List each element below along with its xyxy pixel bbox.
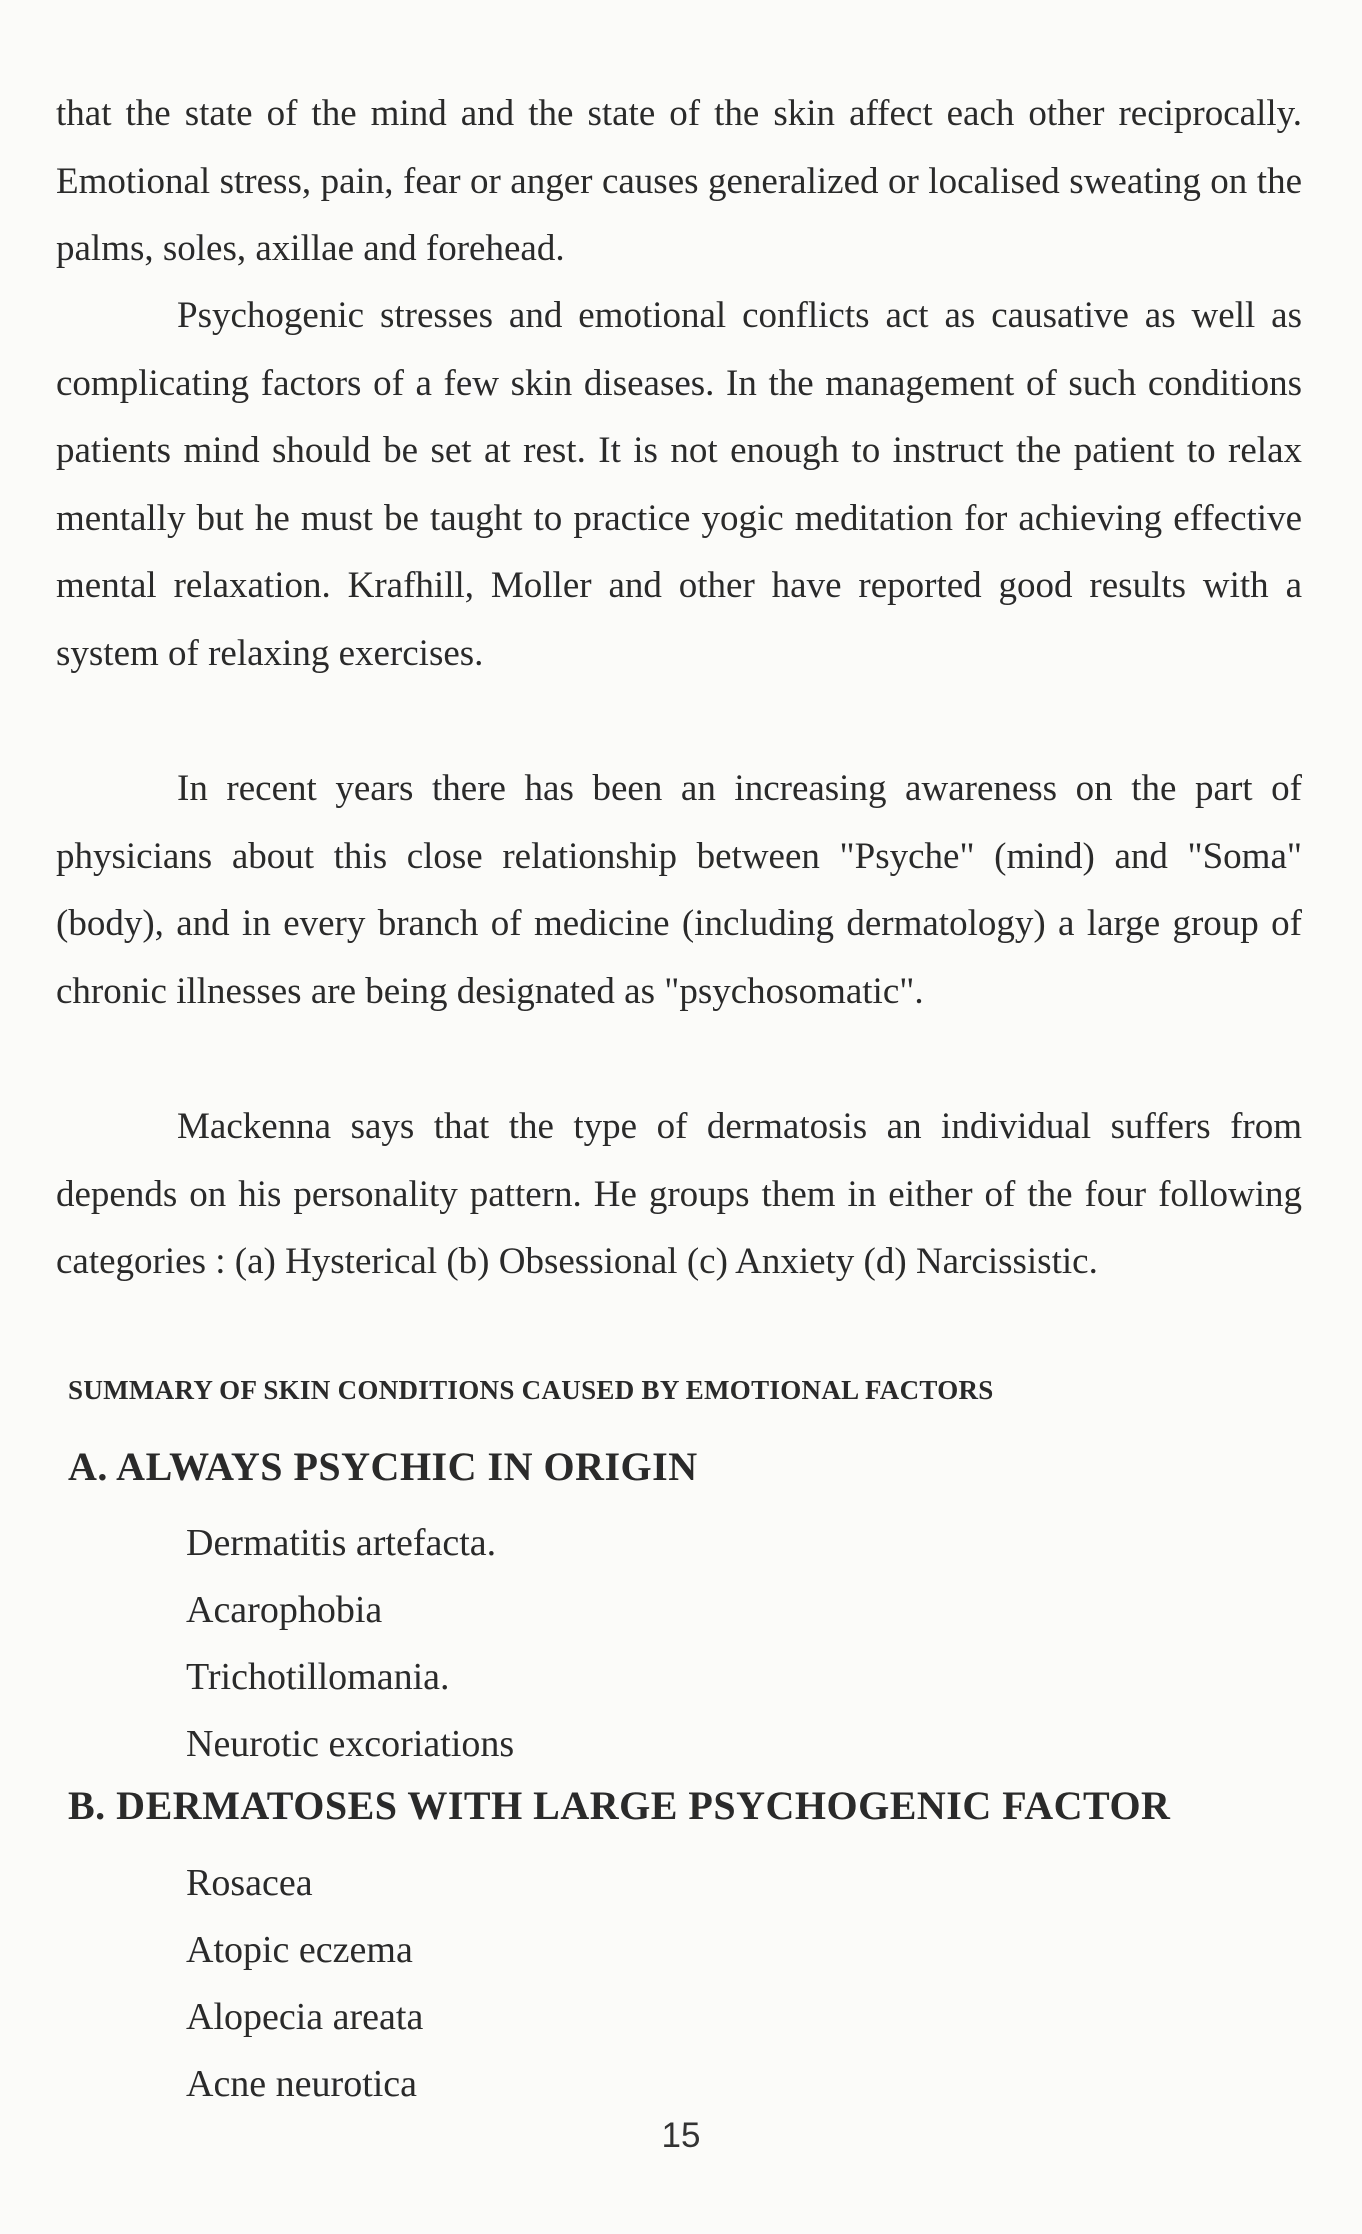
section-b-list xyxy=(186,1850,423,2118)
list-item: Rosacea xyxy=(186,1862,313,1904)
list-item: Acne neurotica xyxy=(186,2063,418,2105)
paragraph-4: Mackenna says that the type of dermatosis an individual suffers from depends on his personality pattern. He groups them in either of the four following categories : (a) Hysterical (b) Obsessional (c) Anxiety (d) Narcissistic. xyxy=(56,1106,1302,1282)
page-number: 15 xyxy=(661,2116,701,2155)
section-b-heading: B. DERMATOSES WITH LARGE PSYCHOGENIC FACTOR xyxy=(68,1783,1171,1828)
paragraph-1: that the state of the mind and the state of the skin affect each other reciprocally. Emotional stress, pain, fear or anger causes generalized or localised sweating on the palms, soles, axillae and forehead. xyxy=(56,93,1302,269)
section-a-list xyxy=(186,1510,514,1778)
paragraph-2: Psychogenic stresses and emotional conflicts act as causative as well as complicating factors of a few skin diseases. In the management of such conditions patients mind should be set at rest. It is not enough to instruct the patient to relax mentally but he must be taught to practice yogic meditation for achieving effective mental relaxation. Krafhill, Moller and other have reported good results with a system of relaxing exercises. xyxy=(56,295,1302,674)
summary-title: SUMMARY OF SKIN CONDITIONS CAUSED BY EMOTIONAL FACTORS xyxy=(68,1375,994,1405)
list-item: Atopic eczema xyxy=(186,1929,413,1971)
list-item: Alopecia areata xyxy=(186,1996,424,2038)
list-item: Dermatitis artefacta. xyxy=(186,1522,497,1564)
list-item: Neurotic excoriations xyxy=(186,1723,515,1765)
paragraph-3: In recent years there has been an increasing awareness on the part of physicians about this close relationship between "Psyche" (mind) and "Soma" (body), and in every branch of medicine (including dermatology) a large group of chronic illnesses are being designated as "psychosomatic". xyxy=(56,768,1302,1012)
section-a-heading: A. ALWAYS PSYCHIC IN ORIGIN xyxy=(68,1444,698,1489)
list-item: Acarophobia xyxy=(186,1589,383,1631)
list-item: Trichotillomania. xyxy=(186,1656,450,1698)
